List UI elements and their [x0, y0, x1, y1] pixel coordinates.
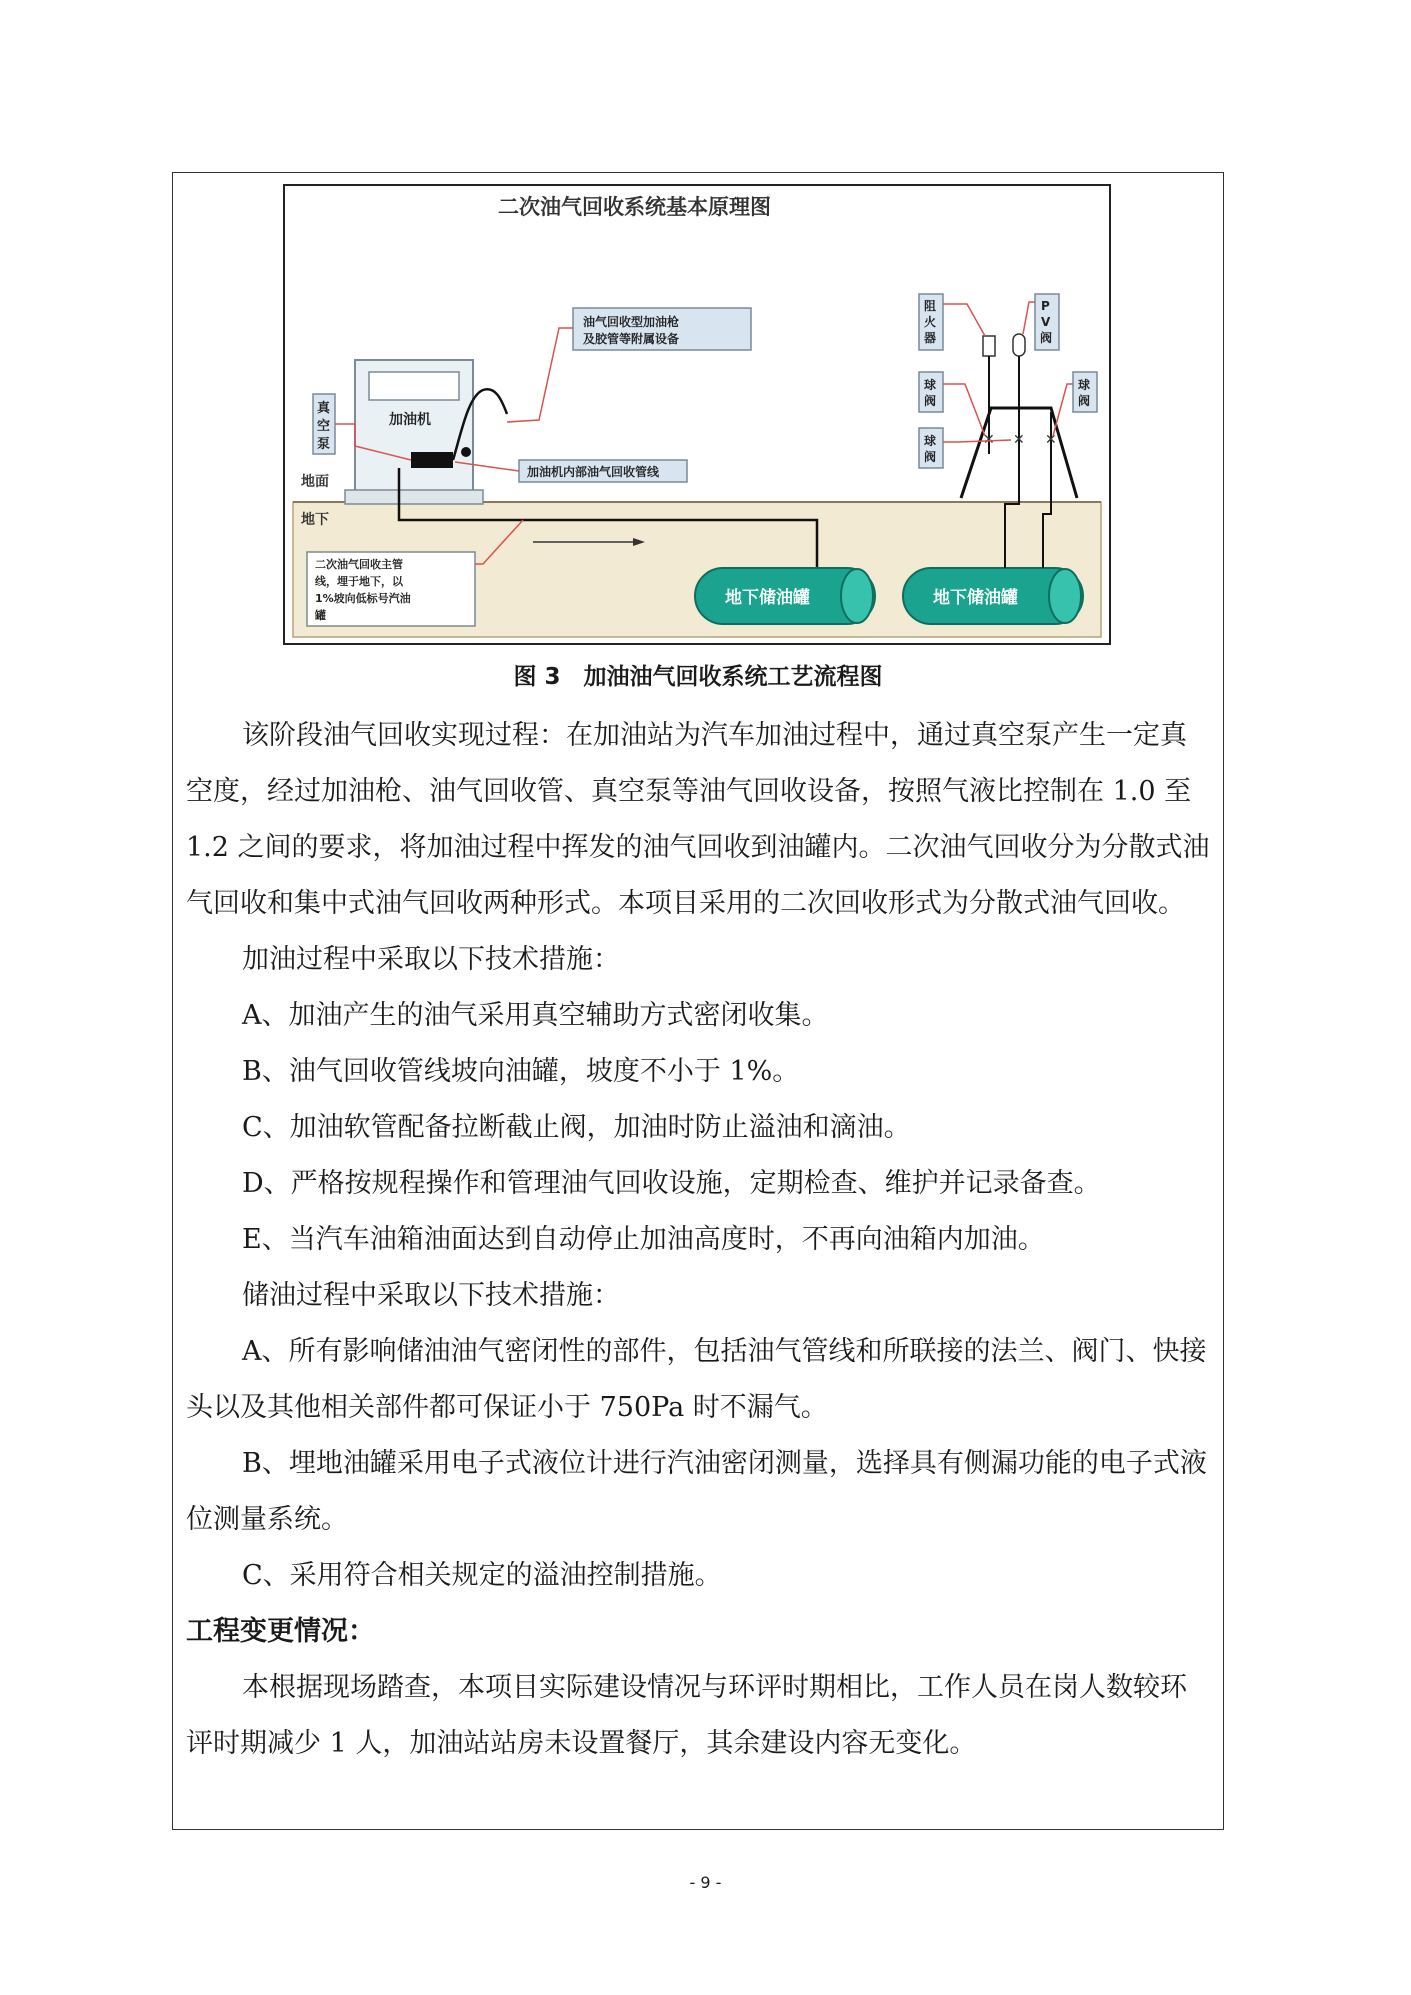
- ball-valve-mark-2: ✕: [1013, 432, 1025, 448]
- page-number: - 9 -: [689, 1873, 722, 1892]
- vacuum-pump-label-3: 泵: [317, 437, 331, 452]
- flame-arrester-device: [983, 336, 995, 356]
- paragraph-refuel-b: B、油气回收管线坡向油罐，坡度不小于 1%。: [242, 1056, 800, 1087]
- figure-svg: [283, 184, 1111, 645]
- main-pipe-label-2: 线，埋于地下，以: [315, 575, 403, 588]
- vacuum-pump-label-2: 空: [317, 419, 331, 434]
- paragraph-storage-a: A、所有影响储油油气密闭性的部件，包括油气管线和所联接的法兰、阀门、快接头以及其他相关部件都可保证小于 750Pa 时不漏气。: [186, 1336, 1207, 1423]
- paragraph-refuel-d: D、严格按规程操作和管理油气回收设施，定期检查、维护并记录备查。: [242, 1168, 1101, 1199]
- paragraph-storage-c: C、采用符合相关规定的溢油控制措施。: [242, 1560, 722, 1591]
- section-paragraph: 本根据现场踏查，本项目实际建设情况与环评时期相比，工作人员在岗人数较环评时期减少 1 人，加油站站房未设置餐厅，其余建设内容无变化。: [186, 1672, 1187, 1759]
- ball-valve-mark-1: ✕: [983, 432, 995, 448]
- underground-label: 地下: [301, 512, 329, 528]
- pv-valve-label-2: V: [1041, 315, 1051, 329]
- ball-valve-3-label-2: 阀: [1078, 394, 1091, 408]
- body-text: [186, 708, 1210, 1772]
- flame-arrester-label-2: 火: [924, 315, 937, 329]
- main-pipe-label-1: 二次油气回收主管: [315, 558, 403, 571]
- nozzle-label-1: 油气回收型加油枪: [583, 315, 680, 329]
- main-pipe-label-3: 1%坡向低标号汽油: [315, 592, 411, 605]
- vacuum-pump-unit: [411, 452, 453, 468]
- paragraph-refuel-e: E、当汽车油箱油面达到自动停止加油高度时，不再向油箱内加油。: [242, 1224, 1045, 1255]
- main-pipe-label-4: 罐: [315, 609, 326, 622]
- dispenser-base: [345, 490, 483, 504]
- ball-valve-2-label-2: 阀: [924, 450, 937, 464]
- ball-valve-2-label-1: 球: [924, 434, 937, 448]
- paragraph-refuel-measures: 加油过程中采取以下技术措施：: [242, 944, 620, 975]
- pv-valve-device: [1013, 334, 1025, 356]
- section-title: 工程变更情况：: [186, 1616, 375, 1647]
- dispenser-display: [369, 372, 459, 400]
- nozzle-icon: [461, 447, 471, 457]
- tank-1-label: 地下储油罐: [725, 588, 810, 608]
- ground-surface-label: 地面: [301, 474, 329, 490]
- nozzle-label-2: 及胶管等附属设备: [583, 332, 680, 346]
- paragraph-storage-measures: 储油过程中采取以下技术措施：: [242, 1280, 620, 1311]
- process-figure: [283, 184, 1111, 645]
- ball-valve-1-label-2: 阀: [924, 394, 937, 408]
- tank-2-label: 地下储油罐: [933, 588, 1018, 608]
- paragraph-process: 该阶段油气回收实现过程：在加油站为汽车加油过程中，通过真空泵产生一定真空度，经过加油枪、油气回收管、真空泵等油气回收设备，按照气液比控制在 1.0 至 1.2 之间的要求，将加油过程中挥发的油气回收到油罐内。二次油气回收分为分散式油气回收和集中式油气回收两种形式。本项目采用的二次回收形式为分散式油气回收。: [186, 720, 1210, 919]
- dispenser-pipe-label: 加油机内部油气回收管线: [527, 465, 660, 479]
- tank-1-cap: [841, 569, 873, 623]
- paragraph-storage-b: B、埋地油罐采用电子式液位计进行汽油密闭测量，选择具有侧漏功能的电子式液位测量系统。: [186, 1448, 1207, 1535]
- figure-title: 二次油气回收系统基本原理图: [498, 195, 771, 219]
- figure-caption: 图 3 加油油气回收系统工艺流程图: [513, 664, 883, 690]
- tank-2-cap: [1049, 569, 1081, 623]
- ball-valve-3-label-1: 球: [1078, 378, 1091, 392]
- dispenser-label: 加油机: [389, 412, 431, 428]
- pv-valve-label-3: 阀: [1040, 331, 1053, 345]
- ball-valve-mark-3: ✕: [1045, 432, 1057, 448]
- flame-arrester-label-3: 器: [924, 331, 937, 345]
- paragraph-refuel-a: A、加油产生的油气采用真空辅助方式密闭收集。: [242, 1000, 829, 1031]
- ball-valve-1-label-1: 球: [924, 378, 937, 392]
- paragraph-refuel-c: C、加油软管配备拉断截止阀，加油时防止溢油和滴油。: [242, 1112, 911, 1143]
- pv-valve-label-1: P: [1041, 299, 1050, 313]
- vacuum-pump-label-1: 真: [317, 401, 331, 416]
- flame-arrester-label-1: 阻: [924, 299, 937, 313]
